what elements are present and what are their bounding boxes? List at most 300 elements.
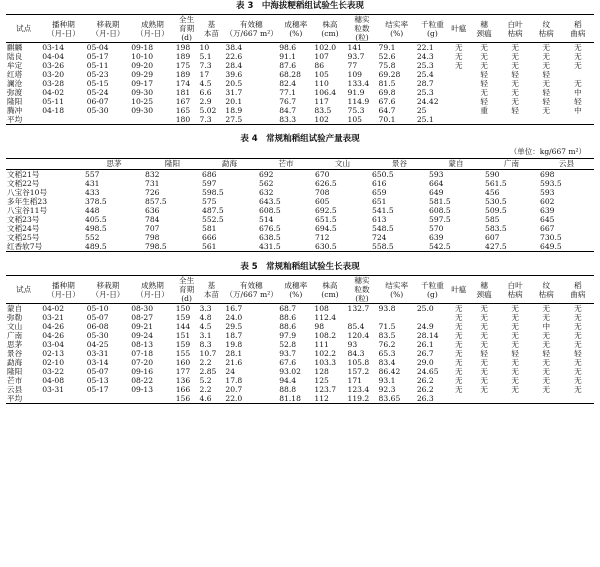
table3-cell: 无 [455, 52, 463, 61]
table3-cell: 轻 [511, 70, 519, 79]
table5-cell: 24.9 [416, 322, 434, 331]
table4-cell: 570 [429, 224, 444, 233]
table3-cell: 87.6 [279, 61, 297, 70]
table4-cell: 630.5 [315, 242, 337, 251]
table5-row [6, 376, 594, 385]
table5-cell: 125 [314, 376, 329, 385]
table3-cell [531, 115, 562, 125]
table5-cell: 平均 [7, 394, 23, 403]
table3-cell: 无 [480, 61, 488, 70]
table3-cell: 无 [542, 52, 551, 61]
table4-cell: 692 [259, 170, 274, 179]
table5-header-cell: 穗实 粒数 (粒) [354, 276, 370, 303]
table3-header-row [6, 15, 594, 43]
table3-header-cell: 试点 [16, 24, 32, 33]
table3-row [6, 88, 594, 97]
table5-cell: 04-02 [42, 304, 65, 313]
table5-cell: 无 [511, 340, 519, 349]
table5-cell: 84.3 [347, 349, 365, 358]
table5-cell: 18.7 [225, 331, 243, 340]
table3-cell: 2.9 [199, 97, 212, 106]
table4-cell: 626.5 [315, 179, 337, 188]
table5-header-cell: 纹 枯病 [538, 280, 554, 299]
table5-cell: 04-08 [42, 376, 65, 385]
table5-cell: 108.2 [314, 331, 337, 340]
table5-header-cell: 千粒重 (g) [421, 280, 444, 299]
table3-cell: 105 [314, 70, 329, 79]
table3-cell: 69.8 [378, 88, 396, 97]
table5-cell [469, 394, 500, 404]
table4-cell: 489.5 [85, 242, 107, 251]
table4-cell: 608.5 [429, 206, 451, 215]
table5-cell [531, 394, 562, 404]
table5-cell: 86.42 [378, 367, 401, 376]
table3-row [6, 106, 594, 115]
table4-cell: 593 [540, 188, 555, 197]
table3-cell: 98.6 [279, 43, 297, 52]
table3-cell [562, 115, 594, 125]
table3-cell: 10-25 [131, 97, 154, 106]
table3-row [6, 70, 594, 79]
table5-cell: 06-08 [86, 322, 109, 331]
table3-cell: 无 [574, 52, 582, 61]
table5-cell: 09-24 [131, 331, 154, 340]
table5-cell: 弥勒 [7, 313, 23, 322]
table4-header-cell: 广南 [503, 159, 520, 168]
table3-cell: 5.02 [199, 106, 217, 115]
table5-row [6, 394, 594, 404]
table5-cell: 22.0 [225, 394, 243, 403]
table3-cell: 6.6 [199, 88, 212, 97]
table3-cell: 106.4 [314, 88, 337, 97]
table3-cell: 17 [199, 70, 210, 79]
table3-cell: 无 [511, 61, 519, 70]
table5-cell: 无 [455, 340, 463, 349]
table5-cell: 05-17 [86, 385, 109, 394]
table5-cell: 云县 [7, 385, 23, 394]
table4-cell: 541.5 [372, 206, 394, 215]
table5-cell: 03-04 [42, 340, 65, 349]
table5 [6, 275, 594, 404]
table5-header-cell: 穗 颈瘟 [476, 280, 492, 299]
table4-cell: 557 [85, 170, 100, 179]
table4-cell: 561.5 [485, 179, 507, 188]
table5-header-cell: 移栽期 （月-日） [91, 280, 125, 299]
table3-cell [41, 115, 86, 125]
table3-cell: 27.5 [225, 115, 243, 124]
table3-cell: 117 [314, 97, 329, 106]
table4-header-cell: 思茅 [106, 159, 122, 168]
table4-row [6, 179, 594, 188]
table5-cell: 65.3 [378, 349, 396, 358]
table5-cell: 无 [455, 376, 463, 385]
table3-cell: 25.1 [416, 115, 434, 124]
table3-cell: 25.3 [416, 61, 434, 70]
table5-cell: 4.5 [199, 322, 212, 331]
table5-cell: 无 [511, 367, 519, 376]
table5-cell: 83.65 [378, 394, 401, 403]
table3-cell: 无 [511, 88, 519, 97]
table5-cell: 无 [480, 313, 488, 322]
table5-cell: 无 [574, 331, 582, 340]
table3-cell: 04-18 [42, 106, 65, 115]
table5-cell: 3.3 [199, 304, 212, 313]
table3-cell: 轻 [480, 79, 488, 88]
table5-cell: 无 [574, 358, 582, 367]
table5-cell: 120.4 [347, 331, 370, 340]
table5-cell: 05-07 [86, 313, 109, 322]
table5-cell: 无 [480, 367, 488, 376]
table4-cell: 433 [85, 188, 100, 197]
table5-cell: 103.3 [314, 358, 337, 367]
table5-cell: 无 [574, 340, 582, 349]
table5-cell: 广南 [7, 331, 23, 340]
table3-cell: 轻 [542, 70, 551, 79]
table4-cell: 562 [259, 179, 274, 188]
table3-cell: 69.28 [378, 70, 401, 79]
table3-cell: 09-29 [131, 70, 154, 79]
table3-cell: 76.7 [279, 97, 297, 106]
table4-cell: 708 [315, 188, 330, 197]
table4-cell: 667 [540, 224, 555, 233]
table3-cell: 198 [175, 43, 191, 52]
table4-cell: 694.5 [315, 224, 337, 233]
table3-cell: 09-18 [131, 43, 154, 52]
table3-cell: 24.3 [416, 52, 434, 61]
table3-cell: 03-14 [42, 43, 65, 52]
table3-cell: 无 [455, 43, 463, 52]
table3-cell: 隆阳 [7, 97, 23, 106]
table5-cell: 26.1 [416, 340, 434, 349]
table4-cell: 664 [429, 179, 444, 188]
table5-cell: 无 [480, 304, 488, 313]
table4-cell: 542.5 [429, 242, 451, 251]
table5-cell: 88.8 [279, 385, 297, 394]
table3-cell: 轻 [480, 70, 488, 79]
table3-cell: 轻 [574, 97, 582, 106]
table5-cell: 93 [347, 340, 358, 349]
table4-row [6, 224, 594, 233]
table3-header-cell: 千粒重 (g) [421, 19, 444, 38]
table3-body [6, 43, 594, 125]
table5-cell: 112.4 [314, 313, 337, 322]
table5-cell: 07-20 [131, 358, 154, 367]
table3-cell [562, 70, 594, 79]
table5-header-cell: 叶瘟 [451, 285, 467, 294]
table3-cell: 77 [347, 61, 358, 70]
table3-cell [449, 97, 469, 106]
table5-cell [378, 313, 416, 322]
table5-cell: 24.65 [416, 367, 439, 376]
table3-cell: 无 [574, 61, 582, 70]
table5-cell: 71.5 [378, 322, 396, 331]
table3-header-cell: 叶瘟 [451, 24, 467, 33]
table5-cell [347, 313, 378, 322]
table3-cell: 39.6 [225, 70, 243, 79]
table3-cell: 84.7 [279, 106, 297, 115]
table5-cell: 150 [175, 304, 191, 313]
table3-row [6, 79, 594, 88]
table3-cell: 无 [480, 52, 488, 61]
table5-cell: 05-10 [86, 304, 109, 313]
table5-cell: 4.6 [199, 394, 212, 403]
table5-cell: 无 [480, 385, 488, 394]
table5-cell: 轻 [511, 349, 519, 358]
table5-cell: 21.6 [225, 358, 243, 367]
table4-cell: 607 [485, 233, 500, 242]
table4-cell: 605 [315, 197, 330, 206]
table3-cell: 83.3 [279, 115, 297, 124]
table3-cell: 09-20 [131, 61, 154, 70]
table5-header-cell: 全生 育期 (d) [178, 276, 195, 303]
table4-cell: 707 [145, 224, 160, 233]
table3-cell: 4.5 [199, 79, 212, 88]
table3-cell: 189 [175, 52, 191, 61]
table3-cell: 68.28 [279, 70, 301, 79]
table5-cell: 轻 [480, 349, 488, 358]
table4-cell: 639 [429, 233, 444, 242]
table3-cell: 109 [347, 70, 362, 79]
table5-cell: 93.1 [378, 376, 396, 385]
table5-cell: 03-31 [42, 385, 65, 394]
table3-header-cell: 稻 曲病 [570, 19, 586, 38]
table4-cell: 649.5 [540, 242, 562, 251]
table5-caption: 表 5 常规籼稻组试验生长表现 [240, 262, 360, 272]
table4-cell: 405.5 [85, 215, 107, 224]
table5-cell: 76.2 [378, 340, 396, 349]
table5-cell: 无 [480, 358, 488, 367]
table4-cell: 650.5 [372, 170, 394, 179]
table4-body [6, 170, 594, 252]
table5-cell: 无 [542, 331, 551, 340]
table5-cell: 无 [511, 313, 519, 322]
table4-cell: 581.5 [429, 197, 451, 206]
table5-cell: 26.7 [416, 349, 434, 358]
table3-cell: 05-15 [86, 79, 109, 88]
table4-cell: 583.5 [485, 224, 507, 233]
table4-cell: 文稻21号 [7, 170, 40, 179]
table5-cell: 轻 [574, 349, 582, 358]
table3-cell: 03-26 [42, 61, 65, 70]
table4-cell: 726 [145, 188, 160, 197]
table4-cell: 638.5 [259, 233, 281, 242]
table5-cell: 81.18 [279, 394, 301, 403]
table5-cell: 26.2 [416, 376, 434, 385]
table4-cell: 651.5 [315, 215, 337, 224]
table5-cell: 108 [314, 304, 329, 313]
table5-row [6, 313, 594, 322]
table3-cell: 114.9 [347, 97, 370, 106]
table3-cell [449, 79, 469, 88]
table5-cell: 83.5 [378, 331, 396, 340]
table4-cell: 666 [202, 233, 217, 242]
table4-cell: 431 [85, 179, 100, 188]
table5-cell: 128 [314, 367, 329, 376]
table3-cell [500, 115, 531, 125]
table4-cell: 509.5 [485, 206, 507, 215]
table5-cell: 无 [455, 367, 463, 376]
table5-cell: 无 [542, 385, 551, 394]
table5-cell: 26.3 [416, 394, 434, 403]
table5-cell: 思茅 [7, 340, 23, 349]
table3-cell: 22.6 [225, 52, 243, 61]
table3-cell: 无 [574, 79, 582, 88]
table5-cell: 轻 [542, 349, 551, 358]
table4-cell: 585 [485, 215, 500, 224]
table3-cell: 105 [347, 115, 362, 124]
table5-cell: 中 [542, 322, 551, 331]
table5-header-cell: 结实率 (%) [385, 280, 409, 299]
table3-cell: 102.0 [314, 43, 337, 52]
table5-cell: 29.5 [225, 322, 243, 331]
table3-row [6, 97, 594, 106]
table3-row [6, 52, 594, 61]
table5-cell: 10.7 [199, 349, 217, 358]
table3-cell: 03-28 [42, 79, 65, 88]
table5-header-cell: 白叶 枯病 [507, 280, 523, 299]
table4-cell: 548.5 [372, 224, 394, 233]
table5-cell [416, 313, 449, 322]
table3-cell: 平均 [7, 115, 23, 124]
table3-cell: 无 [511, 97, 519, 106]
table5-cell: 无 [511, 304, 519, 313]
table3-cell: 中 [574, 88, 582, 97]
table3-cell: 无 [455, 61, 463, 70]
table5-cell: 08-13 [131, 340, 154, 349]
table3-cell: 04-02 [42, 88, 65, 97]
table3-cell: 70.1 [378, 115, 396, 124]
table3-header-cell: 穗 颈瘟 [476, 19, 492, 38]
table3-cell [130, 115, 175, 125]
table4-row [6, 206, 594, 215]
table3-cell: 09-30 [131, 88, 154, 97]
table5-cell: 无 [542, 340, 551, 349]
table3-cell: 05-04 [86, 43, 109, 52]
table5-cell: 88.6 [279, 322, 297, 331]
table3-cell: 09-30 [131, 106, 154, 115]
table3-cell: 05-23 [86, 70, 109, 79]
table4-header-cell: 云县 [558, 159, 575, 168]
table3-cell: 24.42 [416, 97, 439, 106]
table5-cell: 无 [574, 313, 582, 322]
table3-cell: 22.1 [416, 43, 434, 52]
table4-cell: 552.5 [202, 215, 224, 224]
table3-cell: 10 [199, 43, 210, 52]
table3-cell [469, 115, 500, 125]
table3-cell: 64.7 [378, 106, 396, 115]
table4-cell: 文稻23号 [7, 215, 40, 224]
table5-cell: 160 [175, 358, 191, 367]
table4-cell: 692.5 [315, 206, 337, 215]
table5-cell: 123.7 [314, 385, 337, 394]
table5-cell: 无 [574, 367, 582, 376]
table4-caption: 表 4 常规籼稻组试验产量表现 [240, 134, 360, 144]
table5-cell: 芒市 [7, 376, 23, 385]
table5-cell: 03-14 [86, 358, 109, 367]
table3-cell: 03-20 [42, 70, 65, 79]
table3-cell: 93.7 [347, 52, 365, 61]
table3-cell: 52.6 [378, 52, 396, 61]
table4-row [6, 188, 594, 197]
table4-unit: （单位：kg/667 m²） [509, 147, 586, 156]
table3-cell: 107 [314, 52, 329, 61]
table5-cell: 隆阳 [7, 367, 23, 376]
table3-cell: 04-04 [42, 52, 65, 61]
table3-cell: 弥渡 [7, 88, 23, 97]
table5-cell: 24.0 [225, 313, 243, 322]
table4-cell: 645 [540, 215, 555, 224]
table3-cell [449, 106, 469, 115]
table5-cell: 无 [542, 367, 551, 376]
table5-cell: 157.2 [347, 367, 370, 376]
table5-cell: 177 [175, 367, 191, 376]
table5-cell: 无 [455, 313, 463, 322]
table3-cell: 无 [542, 79, 551, 88]
table5-cell: 159 [175, 313, 191, 322]
table5-header-cell: 基 本苗 [203, 280, 220, 299]
table3-cell: 06-07 [86, 97, 109, 106]
table5-cell: 151 [175, 331, 191, 340]
table4-cell: 498.5 [85, 224, 107, 233]
table4-cell: 593 [429, 170, 444, 179]
table5-cell: 无 [455, 322, 463, 331]
table4-cell: 文稻22号 [7, 179, 40, 188]
table5-cell: 无 [455, 385, 463, 394]
table5-cell: 88.6 [279, 313, 297, 322]
table5-cell: 2.85 [199, 367, 217, 376]
table4-cell: 659 [372, 188, 387, 197]
table5-cell: 无 [511, 376, 519, 385]
table5-cell: 102.2 [314, 349, 337, 358]
table5-cell: 勐海 [7, 358, 23, 367]
table3-cell: 25.4 [416, 70, 434, 79]
table3-cell: 20.1 [225, 97, 243, 106]
table5-cell: 无 [511, 358, 519, 367]
table4-cell: 530.5 [485, 197, 507, 206]
table4-header-cell: 勐海 [221, 159, 238, 168]
table3-cell: 181 [175, 88, 191, 97]
table5-cell: 97.9 [279, 331, 297, 340]
table3-cell: 38.4 [225, 43, 243, 52]
table4-header-cell: 景谷 [391, 159, 408, 168]
table3-cell: 红塔 [7, 70, 23, 79]
table5-row [6, 367, 594, 376]
table4-cell: 431.5 [259, 242, 281, 251]
table4-cell: 731 [145, 179, 160, 188]
table5-cell: 17.8 [225, 376, 243, 385]
table5-cell: 25.0 [416, 304, 434, 313]
table5-cell: 105.8 [347, 358, 370, 367]
table3-cell: 75.3 [347, 106, 365, 115]
table5-cell: 155 [175, 349, 191, 358]
table5-cell: 04-25 [86, 340, 109, 349]
table4-row [6, 215, 594, 224]
table5-cell: 159 [175, 340, 191, 349]
table3-cell: 20.5 [225, 79, 243, 88]
table4-header-cell: 芒市 [278, 159, 294, 168]
table5-cell: 无 [455, 349, 463, 358]
table5-cell: 03-31 [86, 349, 109, 358]
table5-cell: 景谷 [7, 349, 23, 358]
table5-cell: 93.8 [378, 304, 396, 313]
table5-header-cell: 稻 曲病 [570, 280, 586, 299]
table5-cell: 8.3 [199, 340, 212, 349]
table5-cell: 09-21 [131, 322, 154, 331]
table4-cell: 597 [202, 179, 217, 188]
table5-cell: 2.2 [199, 385, 212, 394]
table5-cell: 144 [175, 322, 191, 331]
table4-cell: 590 [485, 170, 500, 179]
